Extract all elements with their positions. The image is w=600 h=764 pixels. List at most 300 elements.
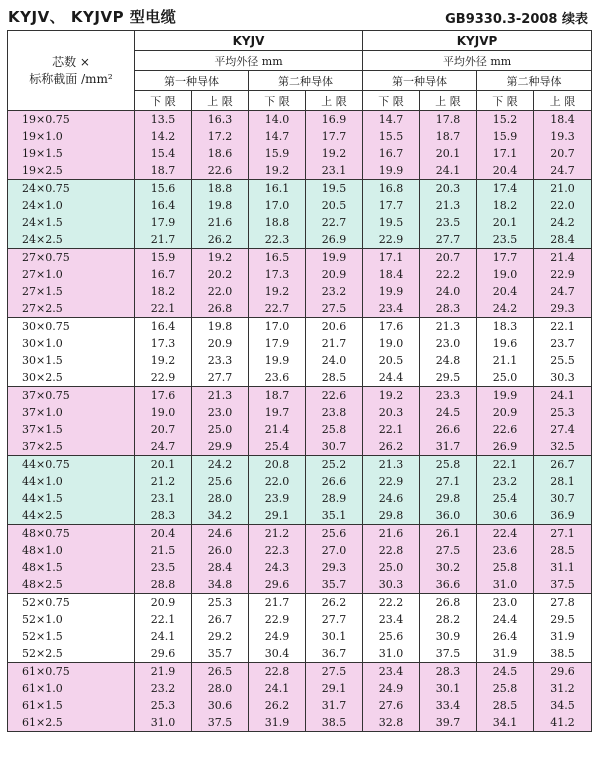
diameter-value-cell: 28.2 (420, 611, 477, 628)
diameter-value-cell: 30.4 (249, 645, 306, 663)
diameter-value-cell: 17.8 (420, 111, 477, 129)
diameter-value-cell: 28.4 (192, 559, 249, 576)
diameter-value-cell: 24.7 (135, 438, 192, 456)
core-section-cell: 37×1.0 (8, 404, 135, 421)
diameter-value-cell: 21.3 (192, 387, 249, 405)
diameter-value-cell: 30.1 (420, 680, 477, 697)
diameter-value-cell: 21.4 (534, 249, 592, 267)
diameter-value-cell: 26.2 (192, 231, 249, 249)
diameter-value-cell: 26.7 (534, 456, 592, 474)
diameter-value-cell: 21.6 (363, 525, 420, 543)
diameter-value-cell: 28.5 (306, 369, 363, 387)
table-row (8, 507, 592, 525)
diameter-value-cell: 17.6 (363, 318, 420, 336)
diameter-value-cell: 27.6 (363, 697, 420, 714)
table-row (8, 645, 592, 663)
table-row (8, 525, 592, 543)
diameter-value-cell: 34.1 (477, 714, 534, 732)
table-row (8, 438, 592, 456)
diameter-value-cell: 31.0 (477, 576, 534, 594)
diameter-value-cell: 34.5 (534, 697, 592, 714)
diameter-value-cell: 19.2 (249, 283, 306, 300)
diameter-value-cell: 16.7 (135, 266, 192, 283)
diameter-value-cell: 20.8 (249, 456, 306, 474)
core-section-cell: 27×2.5 (8, 300, 135, 318)
cond2-header-kyjvp: 第二种导体 (477, 71, 592, 91)
diameter-value-cell: 20.1 (477, 214, 534, 231)
diameter-value-cell: 26.7 (192, 611, 249, 628)
diameter-value-cell: 27.8 (534, 594, 592, 612)
diameter-value-cell: 15.9 (477, 128, 534, 145)
diameter-value-cell: 26.2 (306, 594, 363, 612)
core-section-cell: 44×2.5 (8, 507, 135, 525)
diameter-value-cell: 29.5 (420, 369, 477, 387)
diameter-value-cell: 18.7 (135, 162, 192, 180)
corner-header (8, 31, 135, 111)
diameter-value-cell: 21.2 (249, 525, 306, 543)
diameter-value-cell: 19.9 (363, 283, 420, 300)
diameter-value-cell: 21.1 (477, 352, 534, 369)
diameter-value-cell: 36.7 (306, 645, 363, 663)
table-body (8, 111, 592, 732)
table-row (8, 214, 592, 231)
diameter-value-cell: 18.4 (363, 266, 420, 283)
table-row (8, 318, 592, 336)
diameter-value-cell: 20.9 (135, 594, 192, 612)
diameter-value-cell: 20.1 (420, 145, 477, 162)
diameter-value-cell: 30.3 (363, 576, 420, 594)
diameter-value-cell: 22.6 (192, 162, 249, 180)
diameter-value-cell: 17.3 (135, 335, 192, 352)
diameter-value-cell: 30.3 (534, 369, 592, 387)
core-section-cell: 30×1.0 (8, 335, 135, 352)
diameter-value-cell: 22.8 (363, 542, 420, 559)
diameter-value-cell: 21.7 (135, 231, 192, 249)
upper-header: 上 限 (534, 91, 592, 111)
table-row (8, 594, 592, 612)
diameter-value-cell: 20.3 (420, 180, 477, 198)
core-section-cell: 24×2.5 (8, 231, 135, 249)
table-row (8, 128, 592, 145)
diameter-value-cell: 16.1 (249, 180, 306, 198)
diameter-value-cell: 22.3 (249, 542, 306, 559)
diameter-value-cell: 19.2 (192, 249, 249, 267)
diameter-value-cell: 36.0 (420, 507, 477, 525)
diameter-value-cell: 25.0 (192, 421, 249, 438)
diameter-value-cell: 31.9 (534, 628, 592, 645)
diameter-value-cell: 24.6 (363, 490, 420, 507)
diameter-value-cell: 24.2 (477, 300, 534, 318)
diameter-value-cell: 17.7 (306, 128, 363, 145)
diameter-value-cell: 24.0 (306, 352, 363, 369)
core-section-cell: 27×1.0 (8, 266, 135, 283)
group-header-kyjvp: KYJVP (363, 31, 592, 51)
diameter-value-cell: 30.6 (192, 697, 249, 714)
diameter-value-cell: 29.8 (363, 507, 420, 525)
diameter-value-cell: 24.7 (534, 162, 592, 180)
diameter-value-cell: 31.9 (249, 714, 306, 732)
diameter-value-cell: 17.6 (135, 387, 192, 405)
diameter-value-cell: 20.9 (192, 335, 249, 352)
diameter-value-cell: 29.2 (192, 628, 249, 645)
diameter-value-cell: 25.6 (363, 628, 420, 645)
table-row (8, 369, 592, 387)
core-section-cell: 48×1.5 (8, 559, 135, 576)
table-row (8, 352, 592, 369)
diameter-value-cell: 27.5 (420, 542, 477, 559)
diameter-value-cell: 20.5 (306, 197, 363, 214)
diameter-value-cell: 21.4 (249, 421, 306, 438)
diameter-value-cell: 17.0 (249, 197, 306, 214)
diameter-value-cell: 25.8 (477, 559, 534, 576)
diameter-value-cell: 25.4 (477, 490, 534, 507)
diameter-value-cell: 15.4 (135, 145, 192, 162)
core-section-cell: 24×0.75 (8, 180, 135, 198)
table-row (8, 663, 592, 681)
diameter-value-cell: 35.7 (192, 645, 249, 663)
diameter-value-cell: 22.1 (363, 421, 420, 438)
table-row (8, 628, 592, 645)
cond2-header-kyjv: 第二种导体 (249, 71, 363, 91)
upper-header: 上 限 (192, 91, 249, 111)
diameter-value-cell: 19.7 (249, 404, 306, 421)
upper-header: 上 限 (420, 91, 477, 111)
diameter-value-cell: 16.7 (363, 145, 420, 162)
diameter-value-cell: 30.6 (477, 507, 534, 525)
table-row (8, 283, 592, 300)
diameter-value-cell: 22.2 (363, 594, 420, 612)
core-section-cell: 19×1.5 (8, 145, 135, 162)
diameter-value-cell: 24.7 (534, 283, 592, 300)
diameter-value-cell: 28.0 (192, 680, 249, 697)
diameter-value-cell: 18.7 (249, 387, 306, 405)
diameter-value-cell: 25.6 (306, 525, 363, 543)
diameter-value-cell: 23.5 (135, 559, 192, 576)
diameter-value-cell: 31.9 (477, 645, 534, 663)
diameter-value-cell: 26.2 (363, 438, 420, 456)
diameter-value-cell: 17.9 (249, 335, 306, 352)
diameter-value-cell: 28.0 (192, 490, 249, 507)
diameter-value-cell: 29.5 (534, 611, 592, 628)
diameter-value-cell: 20.5 (363, 352, 420, 369)
diameter-value-cell: 17.2 (192, 128, 249, 145)
diameter-value-cell: 28.9 (306, 490, 363, 507)
diameter-value-cell: 25.3 (192, 594, 249, 612)
diameter-value-cell: 26.8 (192, 300, 249, 318)
core-section-cell: 27×1.5 (8, 283, 135, 300)
diameter-value-cell: 22.6 (477, 421, 534, 438)
diameter-value-cell: 29.3 (306, 559, 363, 576)
core-section-cell: 24×1.0 (8, 197, 135, 214)
diameter-value-cell: 19.9 (306, 249, 363, 267)
diameter-value-cell: 35.7 (306, 576, 363, 594)
diameter-value-cell: 19.9 (363, 162, 420, 180)
lower-header: 下 限 (363, 91, 420, 111)
avg-od-header-kyjvp: 平均外径 mm (363, 51, 592, 71)
diameter-value-cell: 33.4 (420, 697, 477, 714)
diameter-value-cell: 14.2 (135, 128, 192, 145)
diameter-value-cell: 14.7 (249, 128, 306, 145)
diameter-value-cell: 22.2 (420, 266, 477, 283)
table-row (8, 231, 592, 249)
diameter-value-cell: 31.1 (534, 559, 592, 576)
diameter-value-cell: 37.5 (534, 576, 592, 594)
diameter-value-cell: 22.1 (534, 318, 592, 336)
diameter-value-cell: 31.2 (534, 680, 592, 697)
diameter-value-cell: 26.5 (192, 663, 249, 681)
diameter-value-cell: 20.3 (363, 404, 420, 421)
diameter-value-cell: 23.9 (249, 490, 306, 507)
diameter-value-cell: 24.5 (477, 663, 534, 681)
diameter-value-cell: 16.8 (363, 180, 420, 198)
diameter-value-cell: 23.8 (306, 404, 363, 421)
diameter-value-cell: 18.7 (420, 128, 477, 145)
core-section-cell: 30×1.5 (8, 352, 135, 369)
diameter-value-cell: 20.4 (135, 525, 192, 543)
diameter-value-cell: 17.1 (477, 145, 534, 162)
table-row (8, 249, 592, 267)
diameter-value-cell: 27.0 (306, 542, 363, 559)
diameter-value-cell: 24.5 (420, 404, 477, 421)
diameter-value-cell: 28.3 (135, 507, 192, 525)
diameter-value-cell: 35.1 (306, 507, 363, 525)
table-row (8, 404, 592, 421)
diameter-value-cell: 19.5 (363, 214, 420, 231)
diameter-value-cell: 18.6 (192, 145, 249, 162)
core-section-cell: 44×0.75 (8, 456, 135, 474)
diameter-value-cell: 27.4 (534, 421, 592, 438)
table-row (8, 542, 592, 559)
diameter-value-cell: 18.3 (477, 318, 534, 336)
diameter-value-cell: 21.5 (135, 542, 192, 559)
diameter-value-cell: 23.6 (477, 542, 534, 559)
diameter-value-cell: 17.9 (135, 214, 192, 231)
diameter-value-cell: 20.1 (135, 456, 192, 474)
diameter-value-cell: 24.4 (477, 611, 534, 628)
diameter-value-cell: 22.0 (249, 473, 306, 490)
diameter-value-cell: 29.1 (249, 507, 306, 525)
diameter-value-cell: 29.8 (420, 490, 477, 507)
diameter-value-cell: 19.0 (477, 266, 534, 283)
diameter-value-cell: 24.8 (420, 352, 477, 369)
table-row (8, 197, 592, 214)
diameter-value-cell: 27.1 (420, 473, 477, 490)
diameter-value-cell: 26.0 (192, 542, 249, 559)
core-section-cell: 30×2.5 (8, 369, 135, 387)
diameter-value-cell: 22.1 (135, 611, 192, 628)
core-section-cell: 61×2.5 (8, 714, 135, 732)
diameter-value-cell: 21.7 (306, 335, 363, 352)
diameter-value-cell: 17.3 (249, 266, 306, 283)
diameter-value-cell: 19.2 (135, 352, 192, 369)
diameter-value-cell: 18.4 (534, 111, 592, 129)
table-row (8, 680, 592, 697)
core-section-cell: 24×1.5 (8, 214, 135, 231)
core-section-cell: 61×0.75 (8, 663, 135, 681)
diameter-value-cell: 23.3 (420, 387, 477, 405)
diameter-value-cell: 37.5 (192, 714, 249, 732)
diameter-value-cell: 34.8 (192, 576, 249, 594)
diameter-value-cell: 28.4 (534, 231, 592, 249)
core-section-cell: 19×1.0 (8, 128, 135, 145)
core-section-cell: 44×1.5 (8, 490, 135, 507)
diameter-value-cell: 21.3 (363, 456, 420, 474)
diameter-value-cell: 19.5 (306, 180, 363, 198)
diameter-value-cell: 20.4 (477, 162, 534, 180)
diameter-value-cell: 28.3 (420, 300, 477, 318)
diameter-value-cell: 13.5 (135, 111, 192, 129)
diameter-value-cell: 21.0 (534, 180, 592, 198)
diameter-value-cell: 23.4 (363, 663, 420, 681)
table-row (8, 714, 592, 732)
diameter-value-cell: 23.2 (477, 473, 534, 490)
diameter-value-cell: 34.2 (192, 507, 249, 525)
diameter-value-cell: 15.5 (363, 128, 420, 145)
diameter-value-cell: 22.3 (249, 231, 306, 249)
diameter-value-cell: 21.7 (249, 594, 306, 612)
lower-header: 下 限 (477, 91, 534, 111)
diameter-value-cell: 32.8 (363, 714, 420, 732)
diameter-value-cell: 26.6 (420, 421, 477, 438)
diameter-value-cell: 15.6 (135, 180, 192, 198)
standard-label: GB9330.3-2008 续表 (445, 12, 588, 27)
diameter-value-cell: 29.9 (192, 438, 249, 456)
diameter-value-cell: 28.3 (420, 663, 477, 681)
diameter-value-cell: 28.8 (135, 576, 192, 594)
diameter-value-cell: 29.6 (135, 645, 192, 663)
cable-dimension-table (7, 30, 592, 732)
diameter-value-cell: 24.1 (249, 680, 306, 697)
table-row (8, 421, 592, 438)
diameter-value-cell: 17.7 (477, 249, 534, 267)
diameter-value-cell: 22.8 (249, 663, 306, 681)
diameter-value-cell: 27.7 (192, 369, 249, 387)
diameter-value-cell: 22.7 (249, 300, 306, 318)
diameter-value-cell: 29.1 (306, 680, 363, 697)
diameter-value-cell: 19.2 (306, 145, 363, 162)
core-section-cell: 48×1.0 (8, 542, 135, 559)
table-row (8, 300, 592, 318)
diameter-value-cell: 37.5 (420, 645, 477, 663)
table-row (8, 697, 592, 714)
diameter-value-cell: 38.5 (306, 714, 363, 732)
core-section-cell: 61×1.0 (8, 680, 135, 697)
core-section-cell: 52×1.5 (8, 628, 135, 645)
diameter-value-cell: 31.7 (306, 697, 363, 714)
diameter-value-cell: 23.6 (249, 369, 306, 387)
diameter-value-cell: 19.8 (192, 197, 249, 214)
diameter-value-cell: 16.4 (135, 197, 192, 214)
diameter-value-cell: 22.7 (306, 214, 363, 231)
diameter-value-cell: 25.0 (477, 369, 534, 387)
diameter-value-cell: 26.8 (420, 594, 477, 612)
table-row (8, 576, 592, 594)
avg-od-header-kyjv: 平均外径 mm (135, 51, 363, 71)
diameter-value-cell: 29.3 (534, 300, 592, 318)
diameter-value-cell: 22.1 (135, 300, 192, 318)
diameter-value-cell: 15.9 (249, 145, 306, 162)
diameter-value-cell: 16.5 (249, 249, 306, 267)
diameter-value-cell: 16.9 (306, 111, 363, 129)
table-header (8, 31, 592, 111)
diameter-value-cell: 25.3 (135, 697, 192, 714)
core-section-cell: 37×0.75 (8, 387, 135, 405)
diameter-value-cell: 23.4 (363, 611, 420, 628)
core-section-cell: 30×0.75 (8, 318, 135, 336)
diameter-value-cell: 21.3 (420, 197, 477, 214)
diameter-value-cell: 24.2 (192, 456, 249, 474)
diameter-value-cell: 30.1 (306, 628, 363, 645)
corner-line1: 芯数 × (52, 54, 90, 69)
diameter-value-cell: 25.8 (477, 680, 534, 697)
diameter-value-cell: 30.7 (534, 490, 592, 507)
diameter-value-cell: 26.1 (420, 525, 477, 543)
diameter-value-cell: 22.1 (477, 456, 534, 474)
core-section-cell: 61×1.5 (8, 697, 135, 714)
lower-header: 下 限 (135, 91, 192, 111)
diameter-value-cell: 20.7 (135, 421, 192, 438)
diameter-value-cell: 14.7 (363, 111, 420, 129)
core-section-cell: 52×0.75 (8, 594, 135, 612)
diameter-value-cell: 28.1 (534, 473, 592, 490)
lower-header: 下 限 (249, 91, 306, 111)
diameter-value-cell: 29.6 (534, 663, 592, 681)
diameter-value-cell: 31.0 (363, 645, 420, 663)
table-row (8, 559, 592, 576)
diameter-value-cell: 23.5 (420, 214, 477, 231)
core-section-cell: 19×2.5 (8, 162, 135, 180)
core-section-cell: 19×0.75 (8, 111, 135, 129)
diameter-value-cell: 20.4 (477, 283, 534, 300)
diameter-value-cell: 23.2 (135, 680, 192, 697)
diameter-value-cell: 22.9 (363, 473, 420, 490)
diameter-value-cell: 22.0 (192, 283, 249, 300)
diameter-value-cell: 16.3 (192, 111, 249, 129)
diameter-value-cell: 19.9 (249, 352, 306, 369)
page-title: KYJV、 KYJVP 型电缆 (8, 8, 177, 26)
diameter-value-cell: 26.6 (306, 473, 363, 490)
diameter-value-cell: 19.6 (477, 335, 534, 352)
diameter-value-cell: 19.2 (249, 162, 306, 180)
core-section-cell: 48×0.75 (8, 525, 135, 543)
group-header-kyjv: KYJV (135, 31, 363, 51)
diameter-value-cell: 23.0 (477, 594, 534, 612)
core-section-cell: 48×2.5 (8, 576, 135, 594)
diameter-value-cell: 30.9 (420, 628, 477, 645)
diameter-value-cell: 25.3 (534, 404, 592, 421)
diameter-value-cell: 23.0 (420, 335, 477, 352)
table-row (8, 387, 592, 405)
diameter-value-cell: 19.0 (135, 404, 192, 421)
diameter-value-cell: 17.1 (363, 249, 420, 267)
table-row (8, 335, 592, 352)
corner-line2: 标称截面 /mm² (29, 71, 113, 86)
diameter-value-cell: 31.0 (135, 714, 192, 732)
diameter-value-cell: 41.2 (534, 714, 592, 732)
diameter-value-cell: 20.7 (420, 249, 477, 267)
diameter-value-cell: 32.5 (534, 438, 592, 456)
diameter-value-cell: 23.5 (477, 231, 534, 249)
diameter-value-cell: 21.2 (135, 473, 192, 490)
diameter-value-cell: 20.9 (477, 404, 534, 421)
diameter-value-cell: 20.7 (534, 145, 592, 162)
page-header (0, 0, 600, 30)
diameter-value-cell: 15.2 (477, 111, 534, 129)
diameter-value-cell: 23.3 (192, 352, 249, 369)
table-row (8, 180, 592, 198)
diameter-value-cell: 22.9 (249, 611, 306, 628)
diameter-value-cell: 19.2 (363, 387, 420, 405)
